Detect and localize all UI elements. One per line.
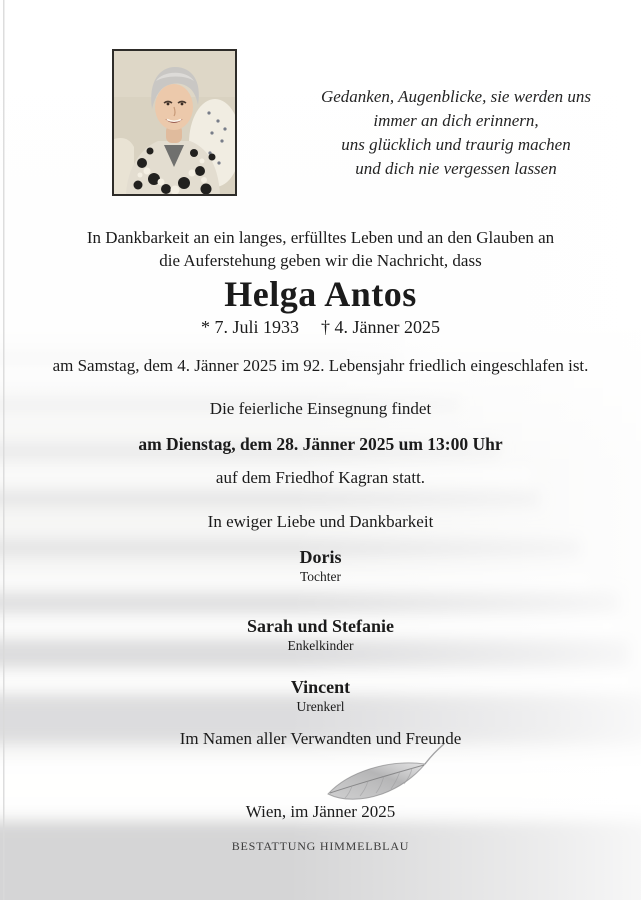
mourner-relation: Enkelkinder (287, 638, 354, 653)
mourner-name: Doris (299, 547, 342, 567)
birth-date: * 7. Juli 1933 (201, 317, 300, 337)
mourner-entry (0, 615, 641, 654)
mourner-entry (0, 546, 641, 585)
mourner-name: Sarah und Stefanie (246, 616, 395, 636)
poem-line: und dich nie vergessen lassen (355, 159, 557, 178)
mourner-entry (0, 676, 641, 715)
ceremony-datetime: am Dienstag, dem 28. Jänner 2025 um 13:00 Uhr (138, 434, 503, 454)
passing-statement: am Samstag, dem 4. Jänner 2025 im 92. Lebensjahr friedlich eingeschlafen ist. (52, 356, 589, 375)
poem-line: Gedanken, Augenblicke, sie werden uns (320, 87, 592, 106)
deceased-name: Helga Antos (224, 274, 417, 314)
funeral-home-name: BESTATTUNG HIMMELBLAU (231, 839, 410, 853)
portrait-photo (112, 49, 237, 196)
ceremony-place: auf dem Friedhof Kagran statt. (215, 468, 426, 487)
farewell-line: In ewiger Liebe und Dankbarkeit (207, 512, 434, 531)
announcement-intro-line: In Dankbarkeit an ein langes, erfülltes Leben und an den Glauben an (86, 228, 555, 247)
mourner-relation: Tochter (299, 569, 342, 584)
memorial-poem (310, 85, 602, 181)
announcement-intro-line: die Auferstehung geben wir die Nachricht, dass (159, 251, 482, 270)
life-dates (0, 315, 641, 339)
place-date-line: Wien, im Jänner 2025 (245, 802, 396, 821)
announcement-intro (0, 226, 641, 272)
poem-line: immer an dich erinnern, (373, 111, 539, 130)
death-date: † 4. Jänner 2025 (321, 317, 440, 337)
poem-line: uns glücklich und traurig machen (341, 135, 571, 154)
mourner-name: Vincent (290, 677, 351, 697)
mourner-relation: Urenkerl (296, 699, 345, 714)
feather-icon (312, 742, 464, 808)
portrait-photo-illustration (114, 51, 235, 194)
ceremony-intro: Die feierliche Einsegnung findet (209, 399, 432, 418)
in-name-of-line: Im Namen aller Verwandten und Freunde (179, 729, 462, 748)
